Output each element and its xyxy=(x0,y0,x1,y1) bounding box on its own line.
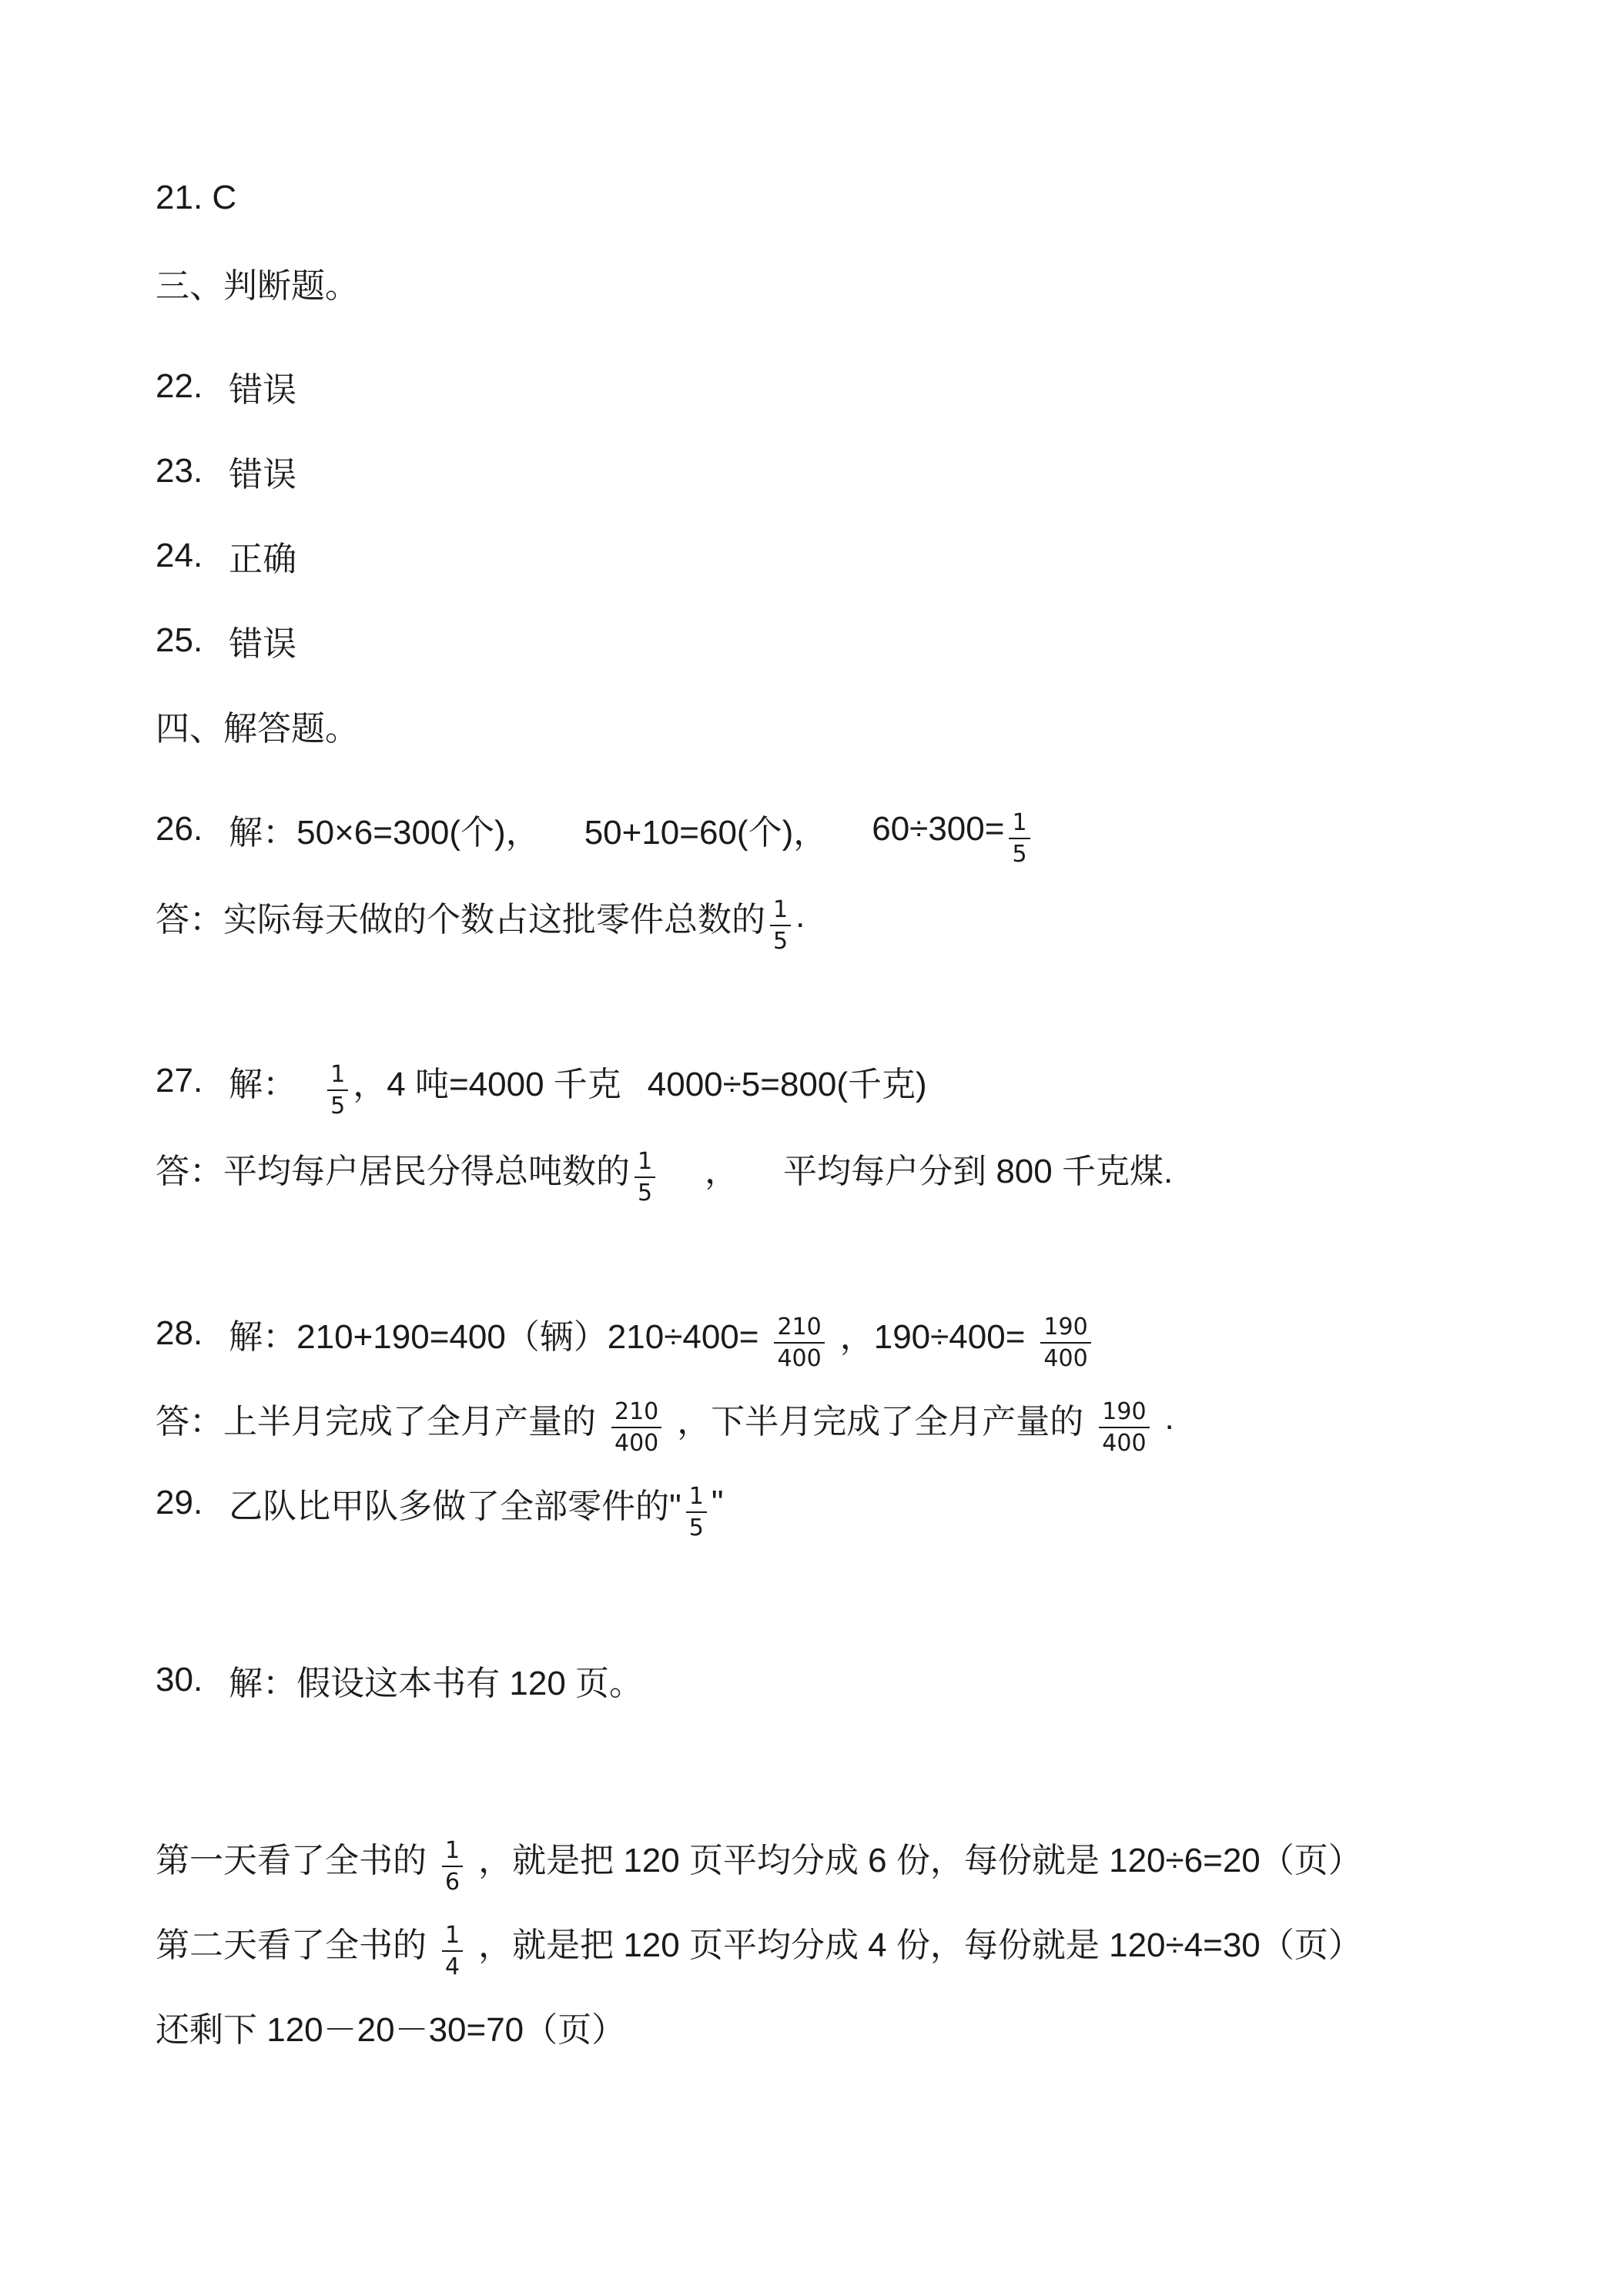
answer-number: 30. xyxy=(156,1661,203,1699)
solution-part: 60÷300= xyxy=(872,810,1005,848)
solution-part: 4000÷5=800(千克) xyxy=(647,1066,927,1103)
fraction-numerator: 210 xyxy=(774,1314,824,1344)
answer-text: 错误 xyxy=(229,625,297,663)
answer-21 xyxy=(156,167,236,229)
answer-number: 23. xyxy=(156,452,203,490)
fraction-denominator: 6 xyxy=(445,1869,460,1896)
fraction xyxy=(774,1314,824,1371)
answer-27-conclusion xyxy=(156,1137,1174,1207)
conclusion-text: ，下半月完成了全月产量的 xyxy=(677,1403,1084,1441)
fraction xyxy=(442,1838,463,1895)
answer-30-remaining xyxy=(156,1996,625,2057)
answer-text: " xyxy=(711,1484,724,1521)
answer-text: 解：假设这本书有 120 页。 xyxy=(229,1665,644,1702)
answer-29 xyxy=(156,1472,724,1541)
answer-28-conclusion xyxy=(156,1387,1174,1457)
fraction-denominator: 400 xyxy=(777,1345,822,1372)
conclusion-text: ， xyxy=(705,1153,739,1190)
fraction-denominator: 4 xyxy=(445,1953,460,1980)
conclusion-text: . xyxy=(1164,1399,1174,1437)
answer-28-solution xyxy=(156,1303,1096,1372)
answer-text: 乙队比甲队多做了全部零件的" xyxy=(229,1488,681,1525)
answer-22 xyxy=(156,356,296,417)
fraction-numerator: 190 xyxy=(1099,1399,1149,1428)
fraction xyxy=(327,1062,348,1119)
fraction-denominator: 5 xyxy=(773,928,789,955)
conclusion-text: 答：实际每天做的个数占这批零件总数的 xyxy=(156,901,765,939)
fraction xyxy=(770,897,791,954)
answer-number: 22. xyxy=(156,367,203,405)
section-heading-judgement-text: 三、判断题。 xyxy=(156,267,359,305)
solution-part: 解：210+190=400（辆）210÷400= xyxy=(229,1318,759,1356)
answer-25 xyxy=(156,610,296,671)
fraction-denominator: 5 xyxy=(638,1180,653,1207)
conclusion-text: 答：上半月完成了全月产量的 xyxy=(156,1403,596,1441)
solution-part: ，190÷400= xyxy=(839,1318,1026,1356)
fraction-numerator: 1 xyxy=(327,1062,348,1091)
answer-text: 正确 xyxy=(229,541,297,578)
fraction xyxy=(442,1923,463,1980)
answer-number: 29. xyxy=(156,1484,203,1521)
step-text: ，就是把 120 页平均分成 4 份，每份就是 120÷4=30（页） xyxy=(478,1926,1362,1964)
fraction-denominator: 400 xyxy=(614,1430,659,1457)
answer-26-solution xyxy=(156,798,1035,868)
answer-23 xyxy=(156,440,296,502)
answer-30-step-day-one xyxy=(156,1826,1362,1896)
fraction-numerator: 1 xyxy=(635,1149,655,1178)
fraction-numerator: 1 xyxy=(1009,810,1030,839)
fraction xyxy=(686,1484,707,1541)
fraction-denominator: 5 xyxy=(330,1093,346,1120)
fraction-denominator: 400 xyxy=(1043,1345,1088,1372)
conclusion-text: 答：平均每户居民分得总吨数的 xyxy=(156,1153,630,1190)
answer-26-conclusion xyxy=(156,885,805,955)
fraction-numerator: 190 xyxy=(1040,1314,1090,1344)
fraction xyxy=(1040,1314,1090,1371)
answer-text: 错误 xyxy=(229,456,297,494)
fraction xyxy=(635,1149,655,1206)
answer-30-intro xyxy=(156,1649,643,1711)
answer-number: 28. xyxy=(156,1314,203,1352)
conclusion-text: 平均每户分到 800 千克煤. xyxy=(783,1153,1174,1190)
step-text: 第二天看了全书的 xyxy=(156,1926,427,1964)
answer-text: 错误 xyxy=(229,371,297,409)
section-heading-solve-text: 四、解答题。 xyxy=(156,710,359,748)
answer-number: 26. xyxy=(156,810,203,848)
fraction xyxy=(1009,810,1030,867)
solution-part: 50+10=60(个)， xyxy=(584,814,828,852)
fraction-numerator: 1 xyxy=(442,1923,463,1952)
step-text: ，就是把 120 页平均分成 6 份，每份就是 120÷6=20（页） xyxy=(478,1842,1362,1879)
answer-21-text: 21. C xyxy=(156,179,237,216)
fraction xyxy=(611,1399,661,1456)
solution-part: 解：50×6=300(个)， xyxy=(229,814,540,852)
fraction-denominator: 5 xyxy=(688,1514,704,1541)
answer-number: 25. xyxy=(156,621,203,659)
answer-24 xyxy=(156,525,296,587)
fraction-numerator: 1 xyxy=(770,897,791,926)
solution-part: ，4 吨=4000 千克 xyxy=(353,1066,621,1103)
answer-30-step-day-two xyxy=(156,1911,1362,1980)
conclusion-text: . xyxy=(795,897,805,935)
fraction-numerator: 1 xyxy=(442,1838,463,1867)
section-heading-judgement xyxy=(156,252,359,313)
fraction-denominator: 5 xyxy=(1012,841,1027,868)
answer-number: 27. xyxy=(156,1062,203,1099)
solution-part: 解： xyxy=(229,1066,297,1103)
fraction xyxy=(1099,1399,1149,1456)
answer-27-solution xyxy=(156,1050,927,1120)
fraction-numerator: 210 xyxy=(611,1399,661,1428)
step-text: 第一天看了全书的 xyxy=(156,1842,427,1879)
answer-number: 24. xyxy=(156,537,203,574)
fraction-numerator: 1 xyxy=(686,1484,707,1513)
fraction-denominator: 400 xyxy=(1102,1430,1147,1457)
step-text: 还剩下 120－20－30=70（页） xyxy=(156,2011,626,2049)
section-heading-solve xyxy=(156,694,359,756)
